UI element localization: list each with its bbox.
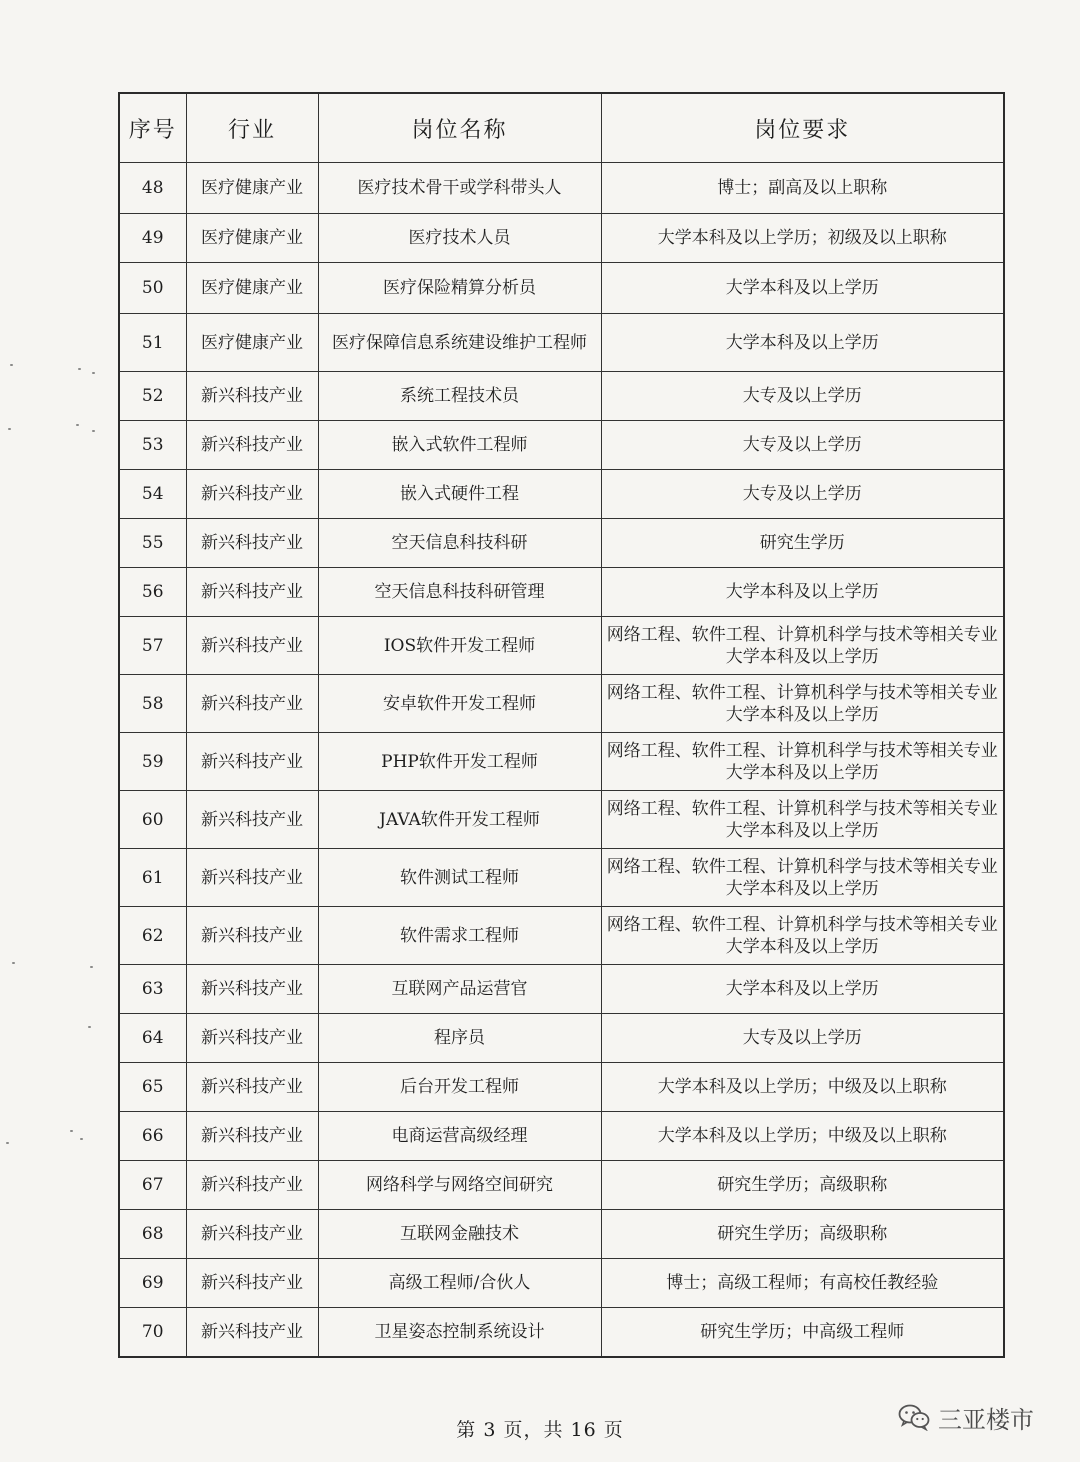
cell-no: 64 [119,1014,186,1063]
cell-no: 54 [119,470,186,519]
cell-title: 程序员 [318,1014,601,1063]
cell-industry: 新兴科技产业 [186,1308,318,1358]
cell-title: 医疗技术骨干或学科带头人 [318,163,601,214]
cell-requirement: 网络工程、软件工程、计算机科学与技术等相关专业大学本科及以上学历 [601,733,1004,791]
cell-no: 70 [119,1308,186,1358]
cell-requirement: 大专及以上学历 [601,372,1004,421]
header-requirement: 岗位要求 [601,93,1004,163]
scan-speck [88,1026,91,1028]
cell-title: 高级工程师/合伙人 [318,1259,601,1308]
cell-industry: 新兴科技产业 [186,733,318,791]
cell-industry: 新兴科技产业 [186,1112,318,1161]
cell-industry: 新兴科技产业 [186,849,318,907]
cell-industry: 新兴科技产业 [186,372,318,421]
scan-speck [90,966,93,968]
cell-requirement: 大专及以上学历 [601,1014,1004,1063]
table-row [119,791,1004,849]
cell-industry: 医疗健康产业 [186,163,318,214]
cell-title: 电商运营高级经理 [318,1112,601,1161]
header-no: 序号 [119,93,186,163]
cell-no: 68 [119,1210,186,1259]
cell-industry: 新兴科技产业 [186,1063,318,1112]
cell-industry: 新兴科技产业 [186,617,318,675]
cell-title: 卫星姿态控制系统设计 [318,1308,601,1358]
cell-title: 互联网金融技术 [318,1210,601,1259]
cell-requirement: 网络工程、软件工程、计算机科学与技术等相关专业大学本科及以上学历 [601,791,1004,849]
cell-no: 50 [119,263,186,314]
table-row [119,733,1004,791]
cell-requirement: 研究生学历；高级职称 [601,1210,1004,1259]
cell-industry: 新兴科技产业 [186,675,318,733]
cell-industry: 新兴科技产业 [186,568,318,617]
table-row [119,1210,1004,1259]
cell-requirement: 大学本科及以上学历 [601,568,1004,617]
table-row [119,1161,1004,1210]
table-header-row [119,93,1004,163]
cell-no: 51 [119,314,186,372]
table-row [119,263,1004,314]
cell-no: 58 [119,675,186,733]
watermark-text: 三亚楼市 [938,1405,1034,1434]
cell-title: IOS软件开发工程师 [318,617,601,675]
cell-no: 55 [119,519,186,568]
cell-no: 67 [119,1161,186,1210]
table-row [119,519,1004,568]
cell-requirement: 大专及以上学历 [601,421,1004,470]
table-row [119,1014,1004,1063]
cell-title: 安卓软件开发工程师 [318,675,601,733]
cell-title: 网络科学与网络空间研究 [318,1161,601,1210]
cell-title: 嵌入式硬件工程 [318,470,601,519]
scan-speck [12,962,15,964]
cell-requirement: 大学本科及以上学历 [601,314,1004,372]
cell-industry: 医疗健康产业 [186,263,318,314]
cell-no: 63 [119,965,186,1014]
cell-no: 69 [119,1259,186,1308]
table-row [119,372,1004,421]
page-number: 第 3 页，共 16 页 [456,1419,624,1441]
cell-requirement: 博士；高级工程师；有高校任教经验 [601,1259,1004,1308]
cell-requirement: 博士；副高及以上职称 [601,163,1004,214]
cell-requirement: 网络工程、软件工程、计算机科学与技术等相关专业大学本科及以上学历 [601,849,1004,907]
table-row [119,965,1004,1014]
cell-industry: 新兴科技产业 [186,907,318,965]
cell-title: 软件测试工程师 [318,849,601,907]
table-row [119,907,1004,965]
table-row [119,675,1004,733]
cell-industry: 新兴科技产业 [186,1259,318,1308]
scan-speck [92,430,95,432]
table-row [119,568,1004,617]
table-row [119,314,1004,372]
cell-industry: 新兴科技产业 [186,1014,318,1063]
cell-industry: 新兴科技产业 [186,421,318,470]
cell-industry: 医疗健康产业 [186,214,318,263]
cell-requirement: 大学本科及以上学历 [601,263,1004,314]
cell-no: 57 [119,617,186,675]
cell-title: 医疗保障信息系统建设维护工程师 [318,314,601,372]
cell-industry: 新兴科技产业 [186,791,318,849]
cell-requirement: 网络工程、软件工程、计算机科学与技术等相关专业大学本科及以上学历 [601,617,1004,675]
cell-requirement: 大学本科及以上学历；中级及以上职称 [601,1112,1004,1161]
cell-title: 软件需求工程师 [318,907,601,965]
cell-no: 59 [119,733,186,791]
cell-requirement: 网络工程、软件工程、计算机科学与技术等相关专业大学本科及以上学历 [601,907,1004,965]
cell-title: 后台开发工程师 [318,1063,601,1112]
scan-speck [8,428,11,430]
table-row [119,1308,1004,1358]
cell-requirement: 大学本科及以上学历；中级及以上职称 [601,1063,1004,1112]
scan-speck [70,1130,73,1132]
cell-industry: 新兴科技产业 [186,519,318,568]
cell-title: JAVA软件开发工程师 [318,791,601,849]
cell-requirement: 大学本科及以上学历；初级及以上职称 [601,214,1004,263]
table-row [119,470,1004,519]
cell-no: 56 [119,568,186,617]
job-table [118,92,1005,1358]
cell-requirement: 大学本科及以上学历 [601,965,1004,1014]
scan-speck [80,1138,83,1140]
scan-speck [6,1142,9,1144]
cell-industry: 新兴科技产业 [186,1161,318,1210]
cell-no: 49 [119,214,186,263]
table-row [119,1112,1004,1161]
scan-speck [92,372,95,374]
watermark [898,1402,1034,1432]
wechat-icon [898,1403,930,1431]
cell-title: 互联网产品运营官 [318,965,601,1014]
cell-title: 嵌入式软件工程师 [318,421,601,470]
header-industry: 行业 [186,93,318,163]
cell-industry: 新兴科技产业 [186,965,318,1014]
table-row [119,617,1004,675]
cell-no: 48 [119,163,186,214]
cell-no: 60 [119,791,186,849]
table-body [119,163,1004,1358]
scan-speck [10,364,13,366]
cell-no: 66 [119,1112,186,1161]
cell-requirement: 网络工程、软件工程、计算机科学与技术等相关专业大学本科及以上学历 [601,675,1004,733]
cell-no: 53 [119,421,186,470]
cell-title: 医疗保险精算分析员 [318,263,601,314]
table-row [119,214,1004,263]
table-row [119,1063,1004,1112]
cell-title: 空天信息科技科研 [318,519,601,568]
cell-title: 空天信息科技科研管理 [318,568,601,617]
table-row [119,163,1004,214]
cell-no: 52 [119,372,186,421]
cell-industry: 新兴科技产业 [186,1210,318,1259]
cell-title: PHP软件开发工程师 [318,733,601,791]
scan-speck [78,368,81,370]
cell-title: 系统工程技术员 [318,372,601,421]
table-row [119,849,1004,907]
scan-speck [76,424,79,426]
table-row [119,421,1004,470]
cell-requirement: 大专及以上学历 [601,470,1004,519]
cell-title: 医疗技术人员 [318,214,601,263]
cell-industry: 医疗健康产业 [186,314,318,372]
cell-industry: 新兴科技产业 [186,470,318,519]
cell-no: 62 [119,907,186,965]
table-row [119,1259,1004,1308]
cell-requirement: 研究生学历 [601,519,1004,568]
cell-requirement: 研究生学历；中高级工程师 [601,1308,1004,1358]
cell-no: 65 [119,1063,186,1112]
cell-requirement: 研究生学历；高级职称 [601,1161,1004,1210]
header-title: 岗位名称 [318,93,601,163]
cell-no: 61 [119,849,186,907]
